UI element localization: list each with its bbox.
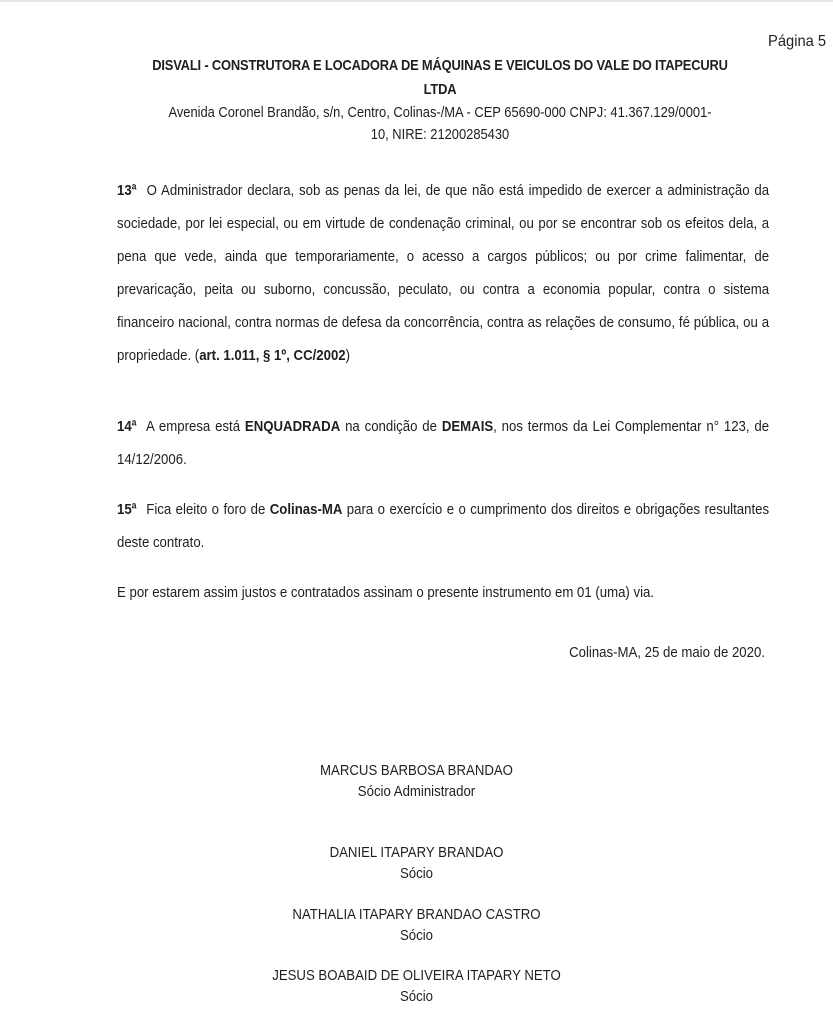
clause-15	[117, 493, 770, 559]
company-name-line1: DISVALI - CONSTRUTORA E LOCADORA DE MÁQUINAS E VEICULOS DO VALE DO ITAPECURU	[152, 57, 728, 74]
signatory-name: DANIEL ITAPARY BRANDAO	[329, 844, 504, 861]
signatory-block	[226, 965, 607, 1007]
signatory-role: Sócio	[399, 988, 434, 1005]
bold-term: ENQUADRADA	[244, 418, 341, 435]
legal-reference: art. 1.011, § 1º, CC/2002	[199, 347, 346, 364]
bold-term: Colinas-MA	[269, 501, 343, 518]
page-number: Página 5	[768, 33, 827, 50]
company-name	[148, 54, 733, 102]
address-line2: 10, NIRE: 21200285430	[370, 126, 510, 143]
clause-text-part: , nos termos da Lei Complementar n° 123, de 14/12/2006.	[117, 418, 770, 468]
company-address	[148, 102, 733, 146]
top-border	[0, 0, 833, 2]
clause-number: 13ª	[117, 182, 137, 199]
address-line1: Avenida Coronel Brandão, s/n, Centro, Colinas-/MA - CEP 65690-000 CNPJ: 41.367.129/0001-	[168, 104, 712, 121]
signatory-name: MARCUS BARBOSA BRANDAO	[320, 762, 513, 779]
clause-text-part: na condição de	[340, 418, 442, 435]
signatory-block	[226, 904, 607, 946]
clause-13-text	[117, 174, 769, 372]
closing-statement	[117, 576, 691, 609]
signatory-role: Sócio	[399, 865, 434, 882]
closing-text: E por estarem assim justos e contratados assinam o presente instrumento em 01 (uma) via.	[117, 584, 655, 601]
signatory-name: JESUS BOABAID DE OLIVEIRA ITAPARY NETO	[272, 967, 561, 984]
reference-close: )	[345, 347, 351, 364]
clause-body: O Administrador declara, sob as penas da lei, de que não está impedido de exercer a administração da sociedade, por lei especial, ou em virtude de condenação criminal, ou por se encontrar sob os efeitos dela, a pena que vede, ainda que temporariamente, o acesso a cargos públicos; ou por crime falimentar, de prevaricação, peita ou suborno, concussão, peculato, ou contra a economia popular, contra o sistema financeiro nacional, contra normas de defesa da concorrência, contra as relações de consumo, fé pública, ou a propriedade. (	[117, 182, 770, 364]
clause-text-part: Fica eleito o foro de	[146, 501, 270, 518]
bold-term: DEMAIS	[441, 418, 494, 435]
clause-13	[117, 174, 770, 372]
signatory-block	[226, 760, 607, 802]
company-name-line2: LTDA	[423, 81, 457, 98]
clause-number: 15ª	[117, 501, 137, 518]
signatory-role: Sócio	[399, 927, 434, 944]
clause-14	[117, 410, 770, 476]
clause-15-text	[117, 493, 769, 559]
clause-text-part: A empresa está	[145, 418, 245, 435]
clause-14-text	[117, 410, 769, 476]
document-header	[100, 54, 780, 146]
place-date: Colinas-MA, 25 de maio de 2020.	[569, 644, 765, 661]
signatory-block	[226, 842, 607, 884]
clause-number: 14ª	[117, 418, 137, 435]
signatory-role: Sócio Administrador	[357, 783, 476, 800]
clause-text-part: para o exercício e o cumprimento dos direitos e obrigações resultantes deste contrato.	[117, 501, 770, 551]
signatory-name: NATHALIA ITAPARY BRANDAO CASTRO	[292, 906, 541, 923]
